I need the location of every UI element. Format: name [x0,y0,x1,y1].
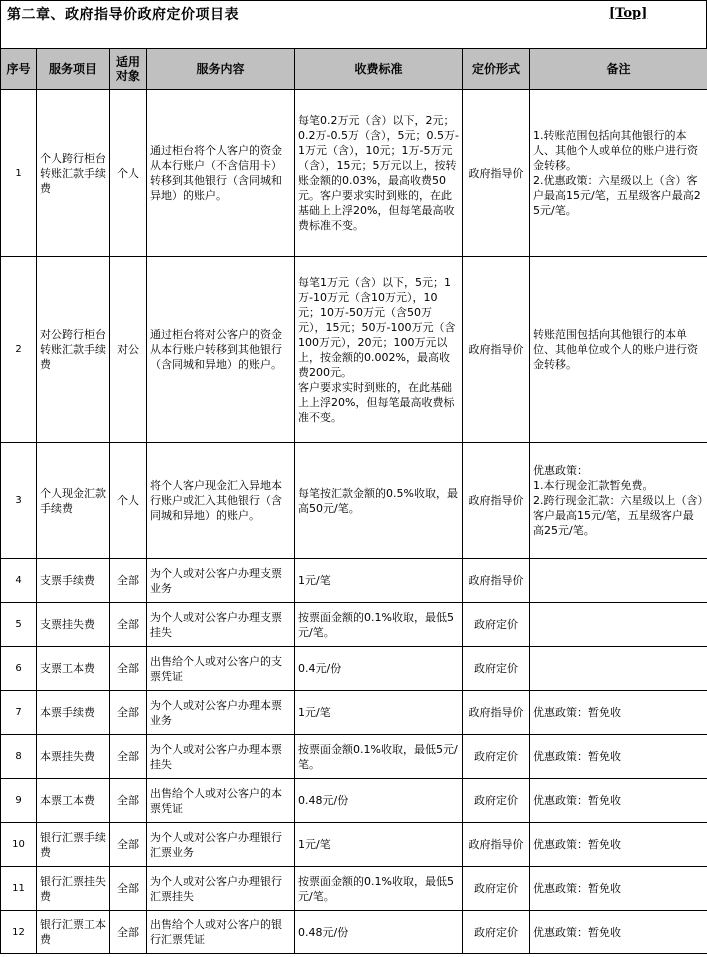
cell-item: 银行汇票工本费 [37,911,110,954]
cell-seq: 11 [1,867,37,911]
fee-table [0,48,707,954]
cell-remark: 优惠政策：暂免收 [530,911,707,954]
cell-remark: 1.转账范围包括向其他银行的本人、其他个人或单位的账户进行资金转移。 2.优惠政策：六星级以上（含）客户最高15元/笔，五星级客户最高25元/笔。 [530,90,707,257]
top-link[interactable]: [Top] [609,6,648,21]
cell-form: 政府指导价 [463,90,530,257]
col-header-content: 服务内容 [147,49,295,90]
cell-seq: 3 [1,443,37,559]
cell-seq: 5 [1,603,37,647]
cell-seq: 4 [1,559,37,603]
table-row [1,735,707,779]
cell-content: 为个人或对公客户办理银行汇票业务 [147,823,295,867]
cell-item: 本票工本费 [37,779,110,823]
cell-seq: 8 [1,735,37,779]
cell-content: 出售给个人或对公客户的银行汇票凭证 [147,911,295,954]
cell-item: 支票挂失费 [37,603,110,647]
cell-target: 全部 [110,779,147,823]
col-header-target: 适用对象 [110,49,147,90]
cell-remark: 优惠政策：暂免收 [530,823,707,867]
cell-remark: 优惠政策：暂免收 [530,735,707,779]
table-row [1,257,707,443]
cell-form: 政府指导价 [463,823,530,867]
cell-target: 全部 [110,559,147,603]
cell-content: 为个人或对公客户办理银行汇票挂失 [147,867,295,911]
col-header-fee: 收费标准 [295,49,463,90]
cell-form: 政府定价 [463,911,530,954]
col-header-item: 服务项目 [37,49,110,90]
cell-form: 政府定价 [463,867,530,911]
table-row [1,823,707,867]
cell-target: 个人 [110,443,147,559]
cell-seq: 2 [1,257,37,443]
cell-target: 全部 [110,691,147,735]
col-header-seq: 序号 [1,49,37,90]
cell-item: 银行汇票挂失费 [37,867,110,911]
cell-target: 全部 [110,603,147,647]
cell-fee: 1元/笔 [295,559,463,603]
cell-remark [530,559,707,603]
cell-content: 将个人客户现金汇入异地本行账户或汇入其他银行（含同城和异地）的账户。 [147,443,295,559]
cell-target: 全部 [110,911,147,954]
cell-seq: 12 [1,911,37,954]
cell-seq: 10 [1,823,37,867]
cell-remark: 优惠政策：暂免收 [530,779,707,823]
table-row [1,90,707,257]
cell-form: 政府定价 [463,779,530,823]
cell-target: 对公 [110,257,147,443]
table-row [1,443,707,559]
cell-form: 政府定价 [463,735,530,779]
cell-target: 全部 [110,647,147,691]
cell-content: 通过柜台将个人客户的资金从本行账户（不含信用卡）转移到其他银行（含同城和异地）的账户。 [147,90,295,257]
cell-remark: 转账范围包括向其他银行的本单位、其他单位或个人的账户进行资金转移。 [530,257,707,443]
cell-seq: 7 [1,691,37,735]
cell-remark [530,647,707,691]
cell-content: 出售给个人或对公客户的本票凭证 [147,779,295,823]
cell-content: 出售给个人或对公客户的支票凭证 [147,647,295,691]
cell-content: 通过柜台将对公客户的资金从本行账户转移到其他银行（含同城和异地）的账户。 [147,257,295,443]
table-row [1,603,707,647]
cell-item: 本票挂失费 [37,735,110,779]
cell-fee: 每笔1万元（含）以下，5元；1万-10万元（含10万元），10元；10万-50万元（含50万元），15元；50万-100万元（含100万元），20元；100万元以上，按金额的0.002%，最高收费200元。 客户要求实时到账的，在此基础上上浮20%，但每笔最高收费标准不变。 [295,257,463,443]
header-row [1,49,707,90]
cell-item: 个人现金汇款手续费 [37,443,110,559]
cell-item: 对公跨行柜台转账汇款手续费 [37,257,110,443]
cell-form: 政府定价 [463,647,530,691]
cell-form: 政府指导价 [463,559,530,603]
cell-remark: 优惠政策：暂免收 [530,867,707,911]
table-body [1,90,707,954]
table-row [1,559,707,603]
cell-form: 政府指导价 [463,691,530,735]
cell-target: 个人 [110,90,147,257]
cell-content: 为个人或对公客户办理支票挂失 [147,603,295,647]
cell-form: 政府定价 [463,603,530,647]
table-row [1,911,707,954]
cell-fee: 每笔按汇款金额的0.5%收取，最高50元/笔。 [295,443,463,559]
cell-seq: 6 [1,647,37,691]
cell-fee: 每笔0.2万元（含）以下，2元；0.2万-0.5万（含），5元；0.5万-1万元（含），10元；1万-5万元（含），15元；5万元以上，按转账金额的0.03%，最高收费50元。客户要求实时到账的，在此基础上上浮20%，但每笔最高收费标准不变。 [295,90,463,257]
cell-fee: 0.4元/份 [295,647,463,691]
col-header-form: 定价形式 [463,49,530,90]
page-title: 第二章、政府指导价政府定价项目表 [7,7,239,23]
cell-seq: 1 [1,90,37,257]
cell-remark: 优惠政策：暂免收 [530,691,707,735]
cell-content: 为个人或对公客户办理本票挂失 [147,735,295,779]
cell-target: 全部 [110,735,147,779]
cell-fee: 1元/笔 [295,823,463,867]
cell-form: 政府指导价 [463,443,530,559]
cell-form: 政府指导价 [463,257,530,443]
cell-item: 银行汇票手续费 [37,823,110,867]
cell-fee: 0.48元/份 [295,911,463,954]
cell-item: 支票手续费 [37,559,110,603]
cell-fee: 按票面金额的0.1%收取，最低5元/笔。 [295,867,463,911]
cell-item: 支票工本费 [37,647,110,691]
title-bar [0,0,707,48]
cell-seq: 9 [1,779,37,823]
cell-item: 个人跨行柜台转账汇款手续费 [37,90,110,257]
table-row [1,779,707,823]
table-row [1,647,707,691]
cell-fee: 0.48元/份 [295,779,463,823]
cell-remark [530,603,707,647]
cell-content: 为个人或对公客户办理支票业务 [147,559,295,603]
cell-remark: 优惠政策： 1.本行现金汇款暂免费。 2.跨行现金汇款：六星级以上（含）客户最高15元/笔，五星级客户最高25元/笔。 [530,443,707,559]
cell-target: 全部 [110,867,147,911]
col-header-remark: 备注 [530,49,707,90]
cell-target: 全部 [110,823,147,867]
cell-fee: 按票面金额的0.1%收取，最低5元/笔。 [295,603,463,647]
cell-fee: 按票面金额0.1%收取，最低5元/笔。 [295,735,463,779]
cell-fee: 1元/笔 [295,691,463,735]
cell-content: 为个人或对公客户办理本票业务 [147,691,295,735]
table-row [1,691,707,735]
table-row [1,867,707,911]
cell-item: 本票手续费 [37,691,110,735]
